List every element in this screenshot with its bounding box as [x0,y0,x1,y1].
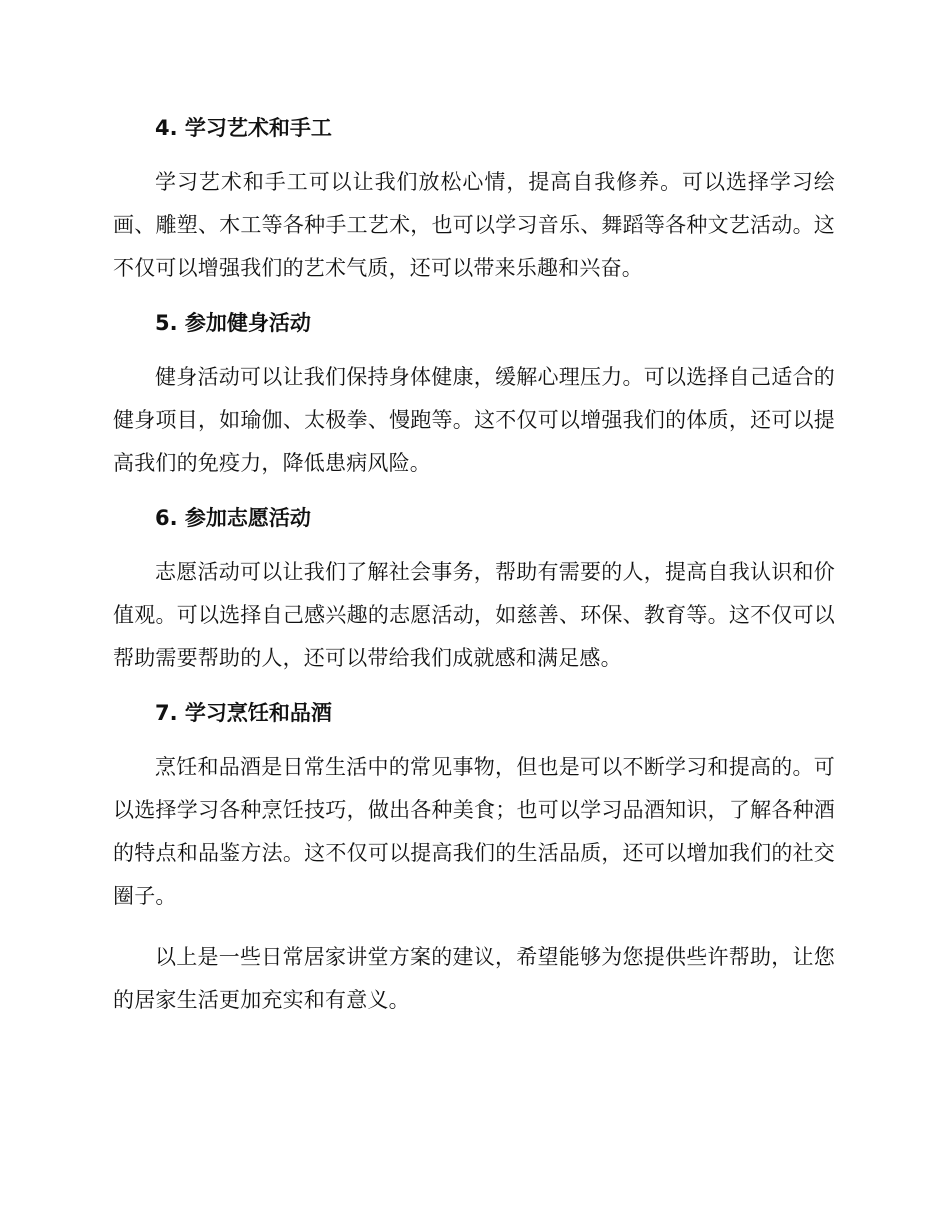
section-volunteering [113,498,835,680]
document-body [113,108,835,1035]
section-paragraph: 志愿活动可以让我们了解社会事务，帮助有需要的人，提高自我认识和价值观。可以选择自己感兴趣的志愿活动，如慈善、环保、教育等。这不仅可以帮助需要帮助的人，还可以带给我们成就感和满足感。 [113,560,835,670]
section-heading: 6. 参加志愿活动 [155,506,311,530]
section-cooking-and-wine [113,693,835,918]
section-paragraph: 烹饪和品酒是日常生活中的常见事物，但也是可以不断学习和提高的。可以选择学习各种烹饪技巧，做出各种美食；也可以学习品酒知识，了解各种酒的特点和品鉴方法。这不仅可以提高我们的生活品质，还可以增加我们的社交圈子。 [113,755,835,908]
section-paragraph: 健身活动可以让我们保持身体健康，缓解心理压力。可以选择自己适合的健身项目，如瑜伽、太极拳、慢跑等。这不仅可以增强我们的体质，还可以提高我们的免疫力，降低患病风险。 [113,365,835,475]
section-heading: 4. 学习艺术和手工 [155,116,332,140]
section-art-and-crafts [113,108,835,290]
closing-paragraph: 以上是一些日常居家讲堂方案的建议，希望能够为您提供些许帮助，让您的居家生活更加充实和有意义。 [113,945,835,1012]
section-heading: 7. 学习烹饪和品酒 [155,701,332,725]
section-heading: 5. 参加健身活动 [155,311,311,335]
section-paragraph: 学习艺术和手工可以让我们放松心情，提高自我修养。可以选择学习绘画、雕塑、木工等各种手工艺术，也可以学习音乐、舞蹈等各种文艺活动。这不仅可以增强我们的艺术气质，还可以带来乐趣和兴奋。 [113,170,835,280]
section-fitness [113,303,835,485]
